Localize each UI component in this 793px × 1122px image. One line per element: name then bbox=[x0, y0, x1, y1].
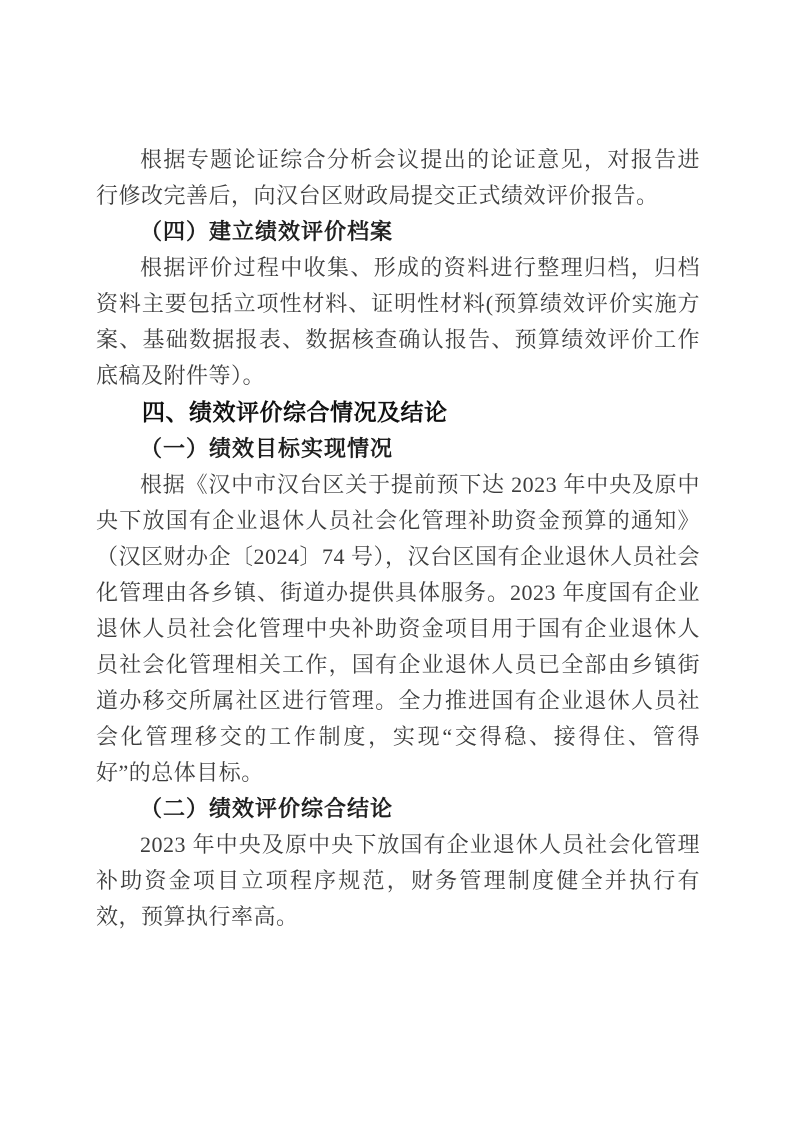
sub-heading-goal-achievement: （一）绩效目标实现情况 bbox=[140, 436, 394, 461]
paragraph-overall-conclusion-detail: 2023 年中央及原中央下放国有企业退休人员社会化管理补助资金项目立项程序规范，财务管理制度健全并执行有效，预算执行率高。 bbox=[96, 832, 700, 929]
sub-heading-overall-conclusion: （二）绩效评价综合结论 bbox=[140, 796, 394, 821]
paragraph-archive-materials: 根据评价过程中收集、形成的资料进行整理归档，归档资料主要包括立项性材料、证明性材料(预算绩效评价实施方案、基础数据报表、数据核查确认报告、预算绩效评价工作底稿及附件等）。 bbox=[96, 255, 700, 388]
paragraph-goal-achievement-detail: 根据《汉中市汉台区关于提前预下达 2023 年中央及原中央下放国有企业退休人员社会化管理补助资金预算的通知》（汉区财办企〔2024〕74 号），汉台区国有企业退休人员社会化管理由各乡镇、街道办提供具体服务。2023 年度国有企业退休人员社会化管理中央补助资金项目用于国有企业退休人员社会化管理相关工作，国有企业退休人员已全部由乡镇街道办移交所属社区进行管理。全力推进国有企业退休人员社会化管理移交的工作制度，实现“交得稳、接得住、管得好”的总体目标。 bbox=[96, 472, 701, 785]
paragraph-report-revision: 根据专题论证综合分析会议提出的论证意见，对报告进行修改完善后，向汉台区财政局提交正式绩效评价报告。 bbox=[96, 147, 700, 208]
section-heading-evaluation-conclusion: 四、绩效评价综合情况及结论 bbox=[142, 399, 448, 425]
document-body bbox=[96, 142, 700, 935]
sub-heading-archive: （四）建立绩效评价档案 bbox=[140, 219, 394, 244]
